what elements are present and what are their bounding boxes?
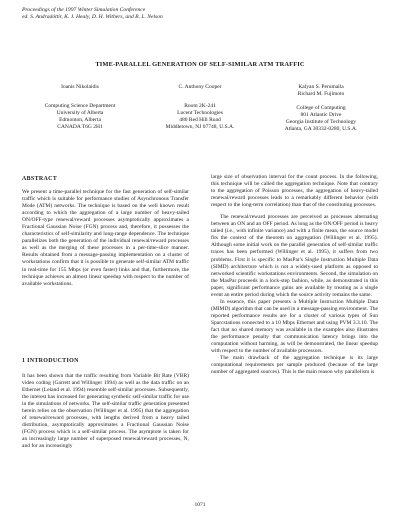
author-name-2: Richard M. Fujimoto: [297, 91, 345, 98]
author-affiliation: CANADA T6G 2H1: [57, 124, 103, 131]
paper-title: TIME-PARALLEL GENERATION OF SELF-SIMILAR ATM TRAFFIC: [95, 61, 305, 68]
author-affiliation: Georgia Institute of Technology: [285, 119, 357, 126]
introduction-body: [22, 373, 189, 451]
author-affiliation: Room 2K-241: [184, 103, 216, 110]
author-block-2: [150, 84, 250, 131]
proceedings-header: [22, 7, 163, 21]
page-number: 1071: [194, 502, 206, 508]
author-name: C. Anthony Cooper: [178, 84, 222, 90]
introduction-heading: 1 INTRODUCTION: [22, 358, 79, 364]
author-block-1: [30, 84, 130, 131]
header-line-2: ed. S. Andradóttir, K. J. Healy, D. H. Withers, and B. L. Nelson: [22, 14, 163, 21]
abstract-body: [22, 189, 189, 288]
right-paragraph-1: large size of observation interval for the count process. In the following, this technique will be called the aggregation technique. Note that contrary to the aggregation of Poisson processes, the aggregation of heavy-tailed renewal/reward processes leads to a remarkably different behavior (with respect to the long-term correlation) than that of the constituting processes.: [211, 174, 378, 209]
author-affiliation: Atlanta, GA 30332-0280, U.S.A.: [284, 126, 358, 133]
abstract-heading: ABSTRACT: [22, 176, 58, 182]
right-paragraph-4: The main drawback of the aggregation technique is its large computational requirements per sample produced (because of the large number of aggregated sources). This is the main reason why parallelism is: [211, 355, 378, 376]
author-name: Ioanis Nikolaidis: [61, 84, 99, 90]
author-affiliation: Edmonton, Alberta: [59, 117, 101, 124]
right-paragraph-2: The renewal/reward processes are perceived as processes alternating between an ON and an OFF period. As long as the ON/OFF period is heavy tailed (i.e., with infinite variance) and with a finite mean, the source model fits the context of the theorem on aggregation (Willinger et al. 1995). Although some initial work on the parallel generation of self-similar traffic traces has been performed (Willinger et al. 1995), it suffers from two problems. First it is specific to MasPar's Single Instruction Multiple Data (SIMD) architecture which is not a widely-used platform as opposed to networked scientific workstations environments. Second, the simulation on the MasPar proceeds in a lock-step fashion, while, as demonstrated in this paper, significant performance gains are available by treating as a single event an entire period during which the source activity remains the same.: [211, 214, 378, 298]
author-affiliation: Lucent Technologies: [177, 110, 223, 117]
author-affiliation: 801 Atlantic Drive: [300, 112, 342, 119]
abstract-paragraph: We present a time-parallel technique for the fast generation of self-similar traffic which is suitable for performance studies of Asynchronous Transfer Mode (ATM) networks. The technique is based on the well known result according to which the aggregation of a large number of heavy-tailed ON/OFF-type renewal/reward processes asymptotically approximates a Fractional Gaussian Noise (FGN) process and, therefore, it possesses the characteristics of self-similarity and long-range dependence. The technique parallelizes both the generation of the individual renewal/reward processes as well as the merging of these processes in a per-time-slice manner. Results obtained from a message-passing implementation on a cluster of workstations confirm that it is possible to generate self-similar ATM traffic in real-time for 155 Mbps (or even faster) links and that, furthermore, the technique achieves an almost linear speedup with respect to the number of available workstations.: [22, 189, 189, 287]
author-affiliation: Middletown, NJ 07748, U.S.A.: [165, 124, 235, 131]
author-affiliation: Computing Science Department: [44, 103, 116, 110]
author-affiliation: College of Computing: [296, 105, 346, 112]
author-name: Kalyan S. Perumalla: [298, 84, 344, 90]
introduction-paragraph: It has been shown that the traffic resulting from Variable Bit Rate (VBR) video coding (Garrett and Willinger 1994) as well as the data traffic on an Ethernet (Leland et al. 1994) resemble self-similar processes. Subsequently, the interest has increased for generating synthetic self-similar traffic for use in the simulations of networks. The self-similar traffic generation presented herein relies on the observation (Willinger et al. 1995) that the aggregation of renewal/reward processes, with lengths derived from a heavy tailed distribution, asymptotically approximates a Fractional Gaussian Noise (FGN) process which is a self-similar process. The asymptote is taken for an increasingly large number of superposed renewal/reward processes, N, and for an increasingly: [22, 373, 189, 450]
header-line-1: Proceedings of the 1997 Winter Simulation Conference: [22, 7, 146, 13]
author-affiliation: University of Alberta: [56, 110, 104, 117]
right-paragraph-3: In essence, this paper presents a Multiple Instruction Multiple Data (MIMD) algorithm that can be used in a message-passing environment. The reported performance results are for a cluster of various types of Sun Sparcstations connected to a 10 Mbps Ethernet and using PVM 3.3.10. The fact that no shared memory was available in the examples also illustrates the performance penalty that communication latency brings into the computation without harming, as will be demonstrated, the linear speedup with respect to the number of available processors.: [211, 298, 378, 355]
right-column: [211, 174, 378, 376]
author-affiliation: 480 Red Hill Road: [179, 117, 221, 124]
author-block-3: [261, 84, 381, 134]
